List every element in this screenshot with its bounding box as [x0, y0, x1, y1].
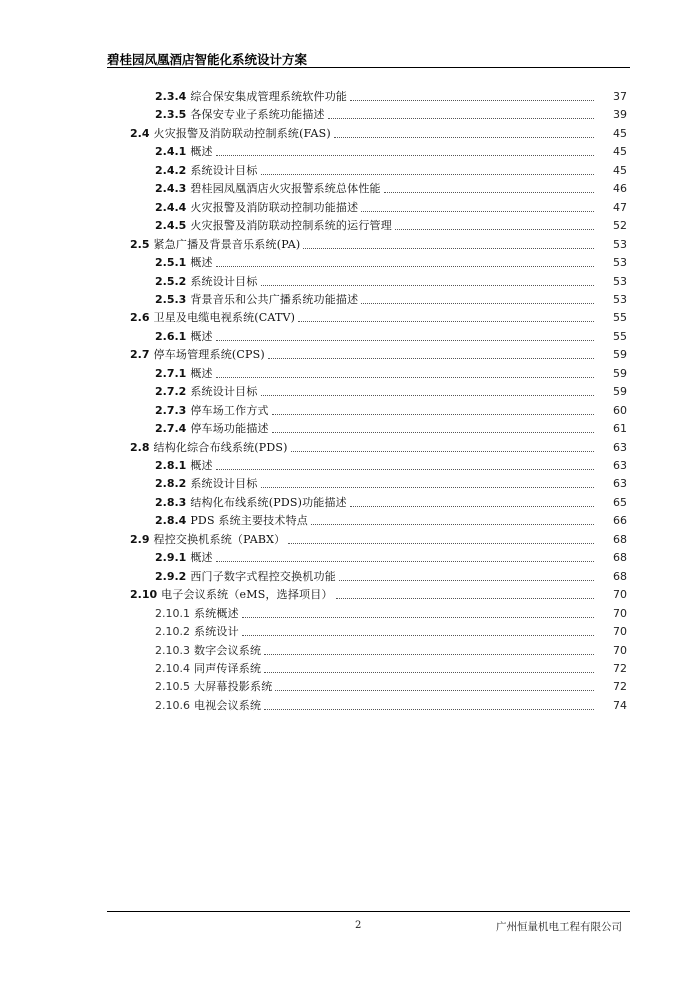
- toc-dot-leader: [288, 543, 594, 544]
- toc-entry-page: 74: [613, 698, 627, 712]
- toc-entry-page: 59: [613, 385, 627, 399]
- toc-entry-label: [155, 256, 213, 270]
- toc-entry[interactable]: [0, 289, 700, 307]
- toc-entry-title: 概述: [190, 329, 213, 343]
- toc-entry-page: 72: [613, 661, 627, 675]
- toc-entry-label: [155, 459, 213, 473]
- toc-entry-title: 紧急广播及背景音乐系统(PA): [153, 237, 301, 251]
- toc-entry-page: 70: [613, 625, 627, 639]
- toc-entry[interactable]: [0, 529, 700, 547]
- toc-dot-leader: [264, 654, 594, 655]
- toc-entry-number: 2.10.4: [155, 661, 190, 675]
- toc-entry-page: 68: [613, 532, 627, 546]
- toc-dot-leader: [350, 100, 594, 101]
- toc-entry-number: 2.5: [130, 237, 150, 251]
- toc-entry-label: [155, 330, 213, 344]
- toc-dot-leader: [311, 524, 594, 525]
- toc-entry-number: 2.4.5: [155, 219, 187, 233]
- footer-company-name: 广州恒量机电工程有限公司: [496, 921, 622, 933]
- toc-dot-leader: [334, 137, 594, 138]
- toc-entry-title: 同声传译系统: [194, 661, 262, 675]
- toc-entry-label: [130, 238, 300, 252]
- toc-entry-title: 概述: [190, 145, 213, 159]
- toc-entry-title: 数字会议系统: [194, 643, 262, 657]
- toc-entry-label: [155, 164, 258, 178]
- page-header-title: 碧桂园凤凰酒店智能化系统设计方案: [107, 52, 308, 67]
- toc-dot-leader: [298, 321, 594, 322]
- toc-entry-label: [155, 496, 347, 510]
- toc-entry-label: [155, 680, 272, 694]
- toc-entry-number: 2.10: [130, 588, 158, 602]
- toc-entry[interactable]: [0, 326, 700, 344]
- footer-page-number: 2: [355, 920, 362, 931]
- toc-entry-number: 2.8.1: [155, 459, 187, 472]
- toc-entry[interactable]: [0, 86, 700, 104]
- toc-entry-title: 西门子数字式程控交换机功能: [190, 569, 336, 583]
- toc-entry-page: 45: [613, 126, 627, 140]
- toc-dot-leader: [216, 266, 594, 267]
- toc-entry-page: 53: [613, 237, 627, 251]
- toc-dot-leader: [242, 617, 594, 618]
- toc-entry-label: [155, 182, 381, 196]
- toc-entry-page: 63: [613, 477, 627, 491]
- header-divider: [107, 67, 630, 68]
- toc-dot-leader: [361, 303, 594, 304]
- toc-entry-title: 系统设计目标: [190, 274, 258, 288]
- toc-entry[interactable]: [0, 603, 700, 621]
- toc-entry-number: 2.5.2: [155, 274, 187, 288]
- toc-entry-label: [155, 570, 336, 584]
- toc-entry[interactable]: [0, 160, 700, 178]
- toc-entry-label: [155, 477, 258, 491]
- toc-dot-leader: [261, 285, 594, 286]
- toc-entry-title: 各保安专业子系统功能描述: [190, 108, 325, 122]
- toc-dot-leader: [216, 340, 594, 341]
- toc-dot-leader: [328, 118, 594, 119]
- toc-entry-label: [130, 533, 285, 547]
- toc-entry-title: 电视会议系统: [194, 698, 262, 712]
- toc-entry-number: 2.5.3: [155, 292, 187, 306]
- toc-entry[interactable]: [0, 252, 700, 270]
- toc-entry-page: 60: [613, 403, 627, 417]
- toc-entry-label: [155, 607, 239, 621]
- toc-entry[interactable]: [0, 676, 700, 694]
- toc-entry-label: [130, 311, 295, 325]
- toc-entry-number: 2.4.3: [155, 182, 187, 196]
- toc-dot-leader: [261, 395, 594, 396]
- toc-dot-leader: [216, 469, 594, 470]
- toc-entry-label: [130, 348, 265, 362]
- toc-entry-page: 66: [613, 514, 627, 528]
- toc-entry[interactable]: [0, 621, 700, 639]
- toc-entry-number: 2.9.2: [155, 569, 187, 583]
- toc-entry-number: 2.9.1: [155, 551, 187, 565]
- toc-entry-page: 63: [613, 440, 627, 454]
- toc-entry[interactable]: [0, 215, 700, 233]
- toc-entry[interactable]: [0, 123, 700, 141]
- toc-entry-title: 概述: [190, 459, 213, 472]
- toc-entry-page: 37: [613, 90, 627, 103]
- toc-dot-leader: [272, 414, 594, 415]
- toc-entry-label: [130, 127, 331, 141]
- toc-entry[interactable]: [0, 307, 700, 325]
- toc-entry-number: 2.7.4: [155, 422, 187, 436]
- toc-entry-label: [155, 90, 347, 104]
- toc-entry-label: [130, 441, 288, 455]
- toc-entry-page: 45: [613, 145, 627, 159]
- toc-entry-page: 53: [613, 274, 627, 288]
- toc-entry[interactable]: [0, 695, 700, 713]
- toc-entry-label: [155, 201, 358, 215]
- toc-entry-number: 2.3.4: [155, 90, 187, 103]
- footer-divider: [107, 911, 630, 912]
- toc-entry[interactable]: [0, 455, 700, 473]
- toc-entry-label: [155, 275, 258, 289]
- toc-entry-number: 2.4: [130, 126, 150, 140]
- toc-entry-page: 70: [613, 606, 627, 620]
- toc-dot-leader: [261, 174, 594, 175]
- toc-dot-leader: [216, 155, 594, 156]
- toc-entry-page: 65: [613, 495, 627, 509]
- toc-entry-title: 大屏幕投影系统: [194, 680, 273, 694]
- toc-entry-number: 2.8.4: [155, 514, 187, 528]
- toc-entry-label: [155, 404, 269, 418]
- toc-entry-title: 综合保安集成管理系统软件功能: [190, 90, 348, 103]
- toc-entry[interactable]: [0, 658, 700, 676]
- toc-entry-number: 2.4.2: [155, 163, 187, 177]
- toc-entry[interactable]: [0, 492, 700, 510]
- toc-entry-page: 68: [613, 551, 627, 565]
- toc-entry-label: [155, 422, 269, 436]
- toc-entry-title: 停车场管理系统(CPS): [153, 348, 265, 362]
- toc-entry-label: [155, 385, 258, 399]
- toc-entry[interactable]: [0, 473, 700, 491]
- toc-entry[interactable]: [0, 547, 700, 565]
- toc-entry-label: [155, 293, 358, 307]
- toc-entry-title: 碧桂园凤凰酒店火灾报警系统总体性能: [190, 182, 381, 196]
- toc-dot-leader: [264, 709, 594, 710]
- toc-entry-title: 背景音乐和公共广播系统功能描述: [190, 292, 359, 306]
- toc-entry-number: 2.8.3: [155, 495, 187, 509]
- toc-entry[interactable]: [0, 584, 700, 602]
- toc-entry-number: 2.3.5: [155, 108, 187, 122]
- toc-entry-number: 2.4.4: [155, 200, 187, 214]
- toc-entry-label: [130, 588, 333, 602]
- toc-entry-number: 2.7.3: [155, 403, 187, 417]
- toc-entry-title: 概述: [190, 256, 213, 270]
- toc-entry-title: 结构化综合布线系统(PDS): [153, 440, 288, 454]
- toc-entry[interactable]: [0, 178, 700, 196]
- toc-entry[interactable]: [0, 363, 700, 381]
- toc-entry[interactable]: [0, 381, 700, 399]
- toc-entry-number: 2.7.1: [155, 366, 187, 380]
- toc-dot-leader: [361, 211, 594, 212]
- toc-entry-number: 2.10.2: [155, 625, 190, 639]
- toc-dot-leader: [395, 229, 594, 230]
- toc-dot-leader: [268, 358, 594, 359]
- toc-entry-label: [155, 699, 261, 713]
- toc-entry[interactable]: [0, 141, 700, 159]
- toc-dot-leader: [242, 635, 594, 636]
- toc-entry-title: 结构化布线系统(PDS)功能描述: [190, 495, 347, 509]
- toc-entry-page: 53: [613, 256, 627, 270]
- toc-entry-title: 概述: [190, 551, 213, 565]
- toc-entry-title: 火灾报警及消防联动控制功能描述: [190, 200, 359, 214]
- toc-entry-page: 39: [613, 108, 627, 122]
- toc-entry-title: 停车场功能描述: [190, 422, 269, 436]
- toc-entry-title: 系统概述: [194, 606, 239, 620]
- toc-entry-page: 52: [613, 219, 627, 233]
- toc-entry-page: 45: [613, 163, 627, 177]
- toc-dot-leader: [303, 248, 594, 249]
- toc-entry-number: 2.6: [130, 311, 150, 325]
- toc-entry[interactable]: [0, 104, 700, 122]
- toc-entry-number: 2.5.1: [155, 256, 187, 270]
- toc-entry-title: 概述: [190, 366, 213, 380]
- toc-dot-leader: [291, 451, 594, 452]
- toc-entry-page: 53: [613, 292, 627, 306]
- toc-entry-number: 2.6.1: [155, 329, 187, 343]
- toc-entry-label: [155, 644, 261, 658]
- toc-dot-leader: [275, 690, 594, 691]
- toc-entry-label: [155, 367, 213, 381]
- toc-entry-number: 2.10.6: [155, 698, 190, 712]
- toc-entry[interactable]: [0, 437, 700, 455]
- toc-entry[interactable]: [0, 418, 700, 436]
- toc-entry-number: 2.8.2: [155, 477, 187, 491]
- toc-entry-page: 47: [613, 200, 627, 214]
- toc-entry-title: 卫星及电缆电视系统(CATV): [153, 311, 296, 325]
- toc-entry-label: [155, 145, 213, 159]
- toc-entry[interactable]: [0, 640, 700, 658]
- toc-entry-title: 电子会议系统（eMS，选择项目）: [161, 588, 333, 602]
- toc-entry[interactable]: [0, 197, 700, 215]
- toc-entry[interactable]: [0, 566, 700, 584]
- toc-entry-page: 55: [613, 329, 627, 343]
- toc-entry-title: 火灾报警及消防联动控制系统(FAS): [153, 126, 331, 140]
- toc-entry-title: 程控交换机系统（PABX）: [153, 532, 286, 546]
- toc-entry[interactable]: [0, 344, 700, 362]
- toc-entry[interactable]: [0, 271, 700, 289]
- toc-entry[interactable]: [0, 510, 700, 528]
- toc-entry-title: 系统设计目标: [190, 477, 258, 491]
- toc-entry-label: [155, 219, 392, 233]
- toc-entry-page: 72: [613, 680, 627, 694]
- toc-entry-page: 46: [613, 182, 627, 196]
- toc-entry-title: 火灾报警及消防联动控制系统的运行管理: [190, 219, 392, 233]
- toc-entry-page: 59: [613, 366, 627, 380]
- toc-entry-number: 2.9: [130, 532, 150, 546]
- toc-entry-title: 系统设计目标: [190, 163, 258, 177]
- toc-entry-page: 70: [613, 643, 627, 657]
- toc-entry-page: 59: [613, 348, 627, 362]
- toc-dot-leader: [384, 192, 594, 193]
- toc-entry-page: 68: [613, 569, 627, 583]
- toc-entry-number: 2.10.1: [155, 606, 190, 620]
- toc-entry-number: 2.10.3: [155, 643, 190, 657]
- toc-entry-number: 2.10.5: [155, 680, 190, 694]
- toc-entry-number: 2.7: [130, 348, 150, 362]
- toc-dot-leader: [272, 432, 594, 433]
- toc-entry-title: PDS 系统主要技术特点: [190, 514, 308, 528]
- toc-dot-leader: [264, 672, 594, 673]
- toc-dot-leader: [339, 580, 594, 581]
- toc-dot-leader: [336, 598, 594, 599]
- toc-dot-leader: [350, 506, 594, 507]
- toc-entry-page: 70: [613, 588, 627, 602]
- toc-entry-number: 2.7.2: [155, 385, 187, 399]
- toc-dot-leader: [261, 487, 594, 488]
- toc-entry-label: [155, 551, 213, 565]
- toc-entry-label: [155, 514, 308, 528]
- toc-entry[interactable]: [0, 234, 700, 252]
- toc-entry-label: [155, 108, 325, 122]
- toc-entry-title: 系统设计目标: [190, 385, 258, 399]
- toc-entry[interactable]: [0, 400, 700, 418]
- toc-entry-label: [155, 662, 261, 676]
- toc-entry-label: [155, 625, 239, 639]
- toc-entry-page: 61: [613, 422, 627, 436]
- toc-entry-number: 2.4.1: [155, 145, 187, 159]
- toc-entry-title: 停车场工作方式: [190, 403, 269, 417]
- toc-entry-number: 2.8: [130, 440, 150, 454]
- toc-dot-leader: [216, 377, 594, 378]
- toc-entry-page: 63: [613, 459, 627, 472]
- toc-dot-leader: [216, 561, 594, 562]
- toc-entry-title: 系统设计: [194, 625, 239, 639]
- toc-entry-page: 55: [613, 311, 627, 325]
